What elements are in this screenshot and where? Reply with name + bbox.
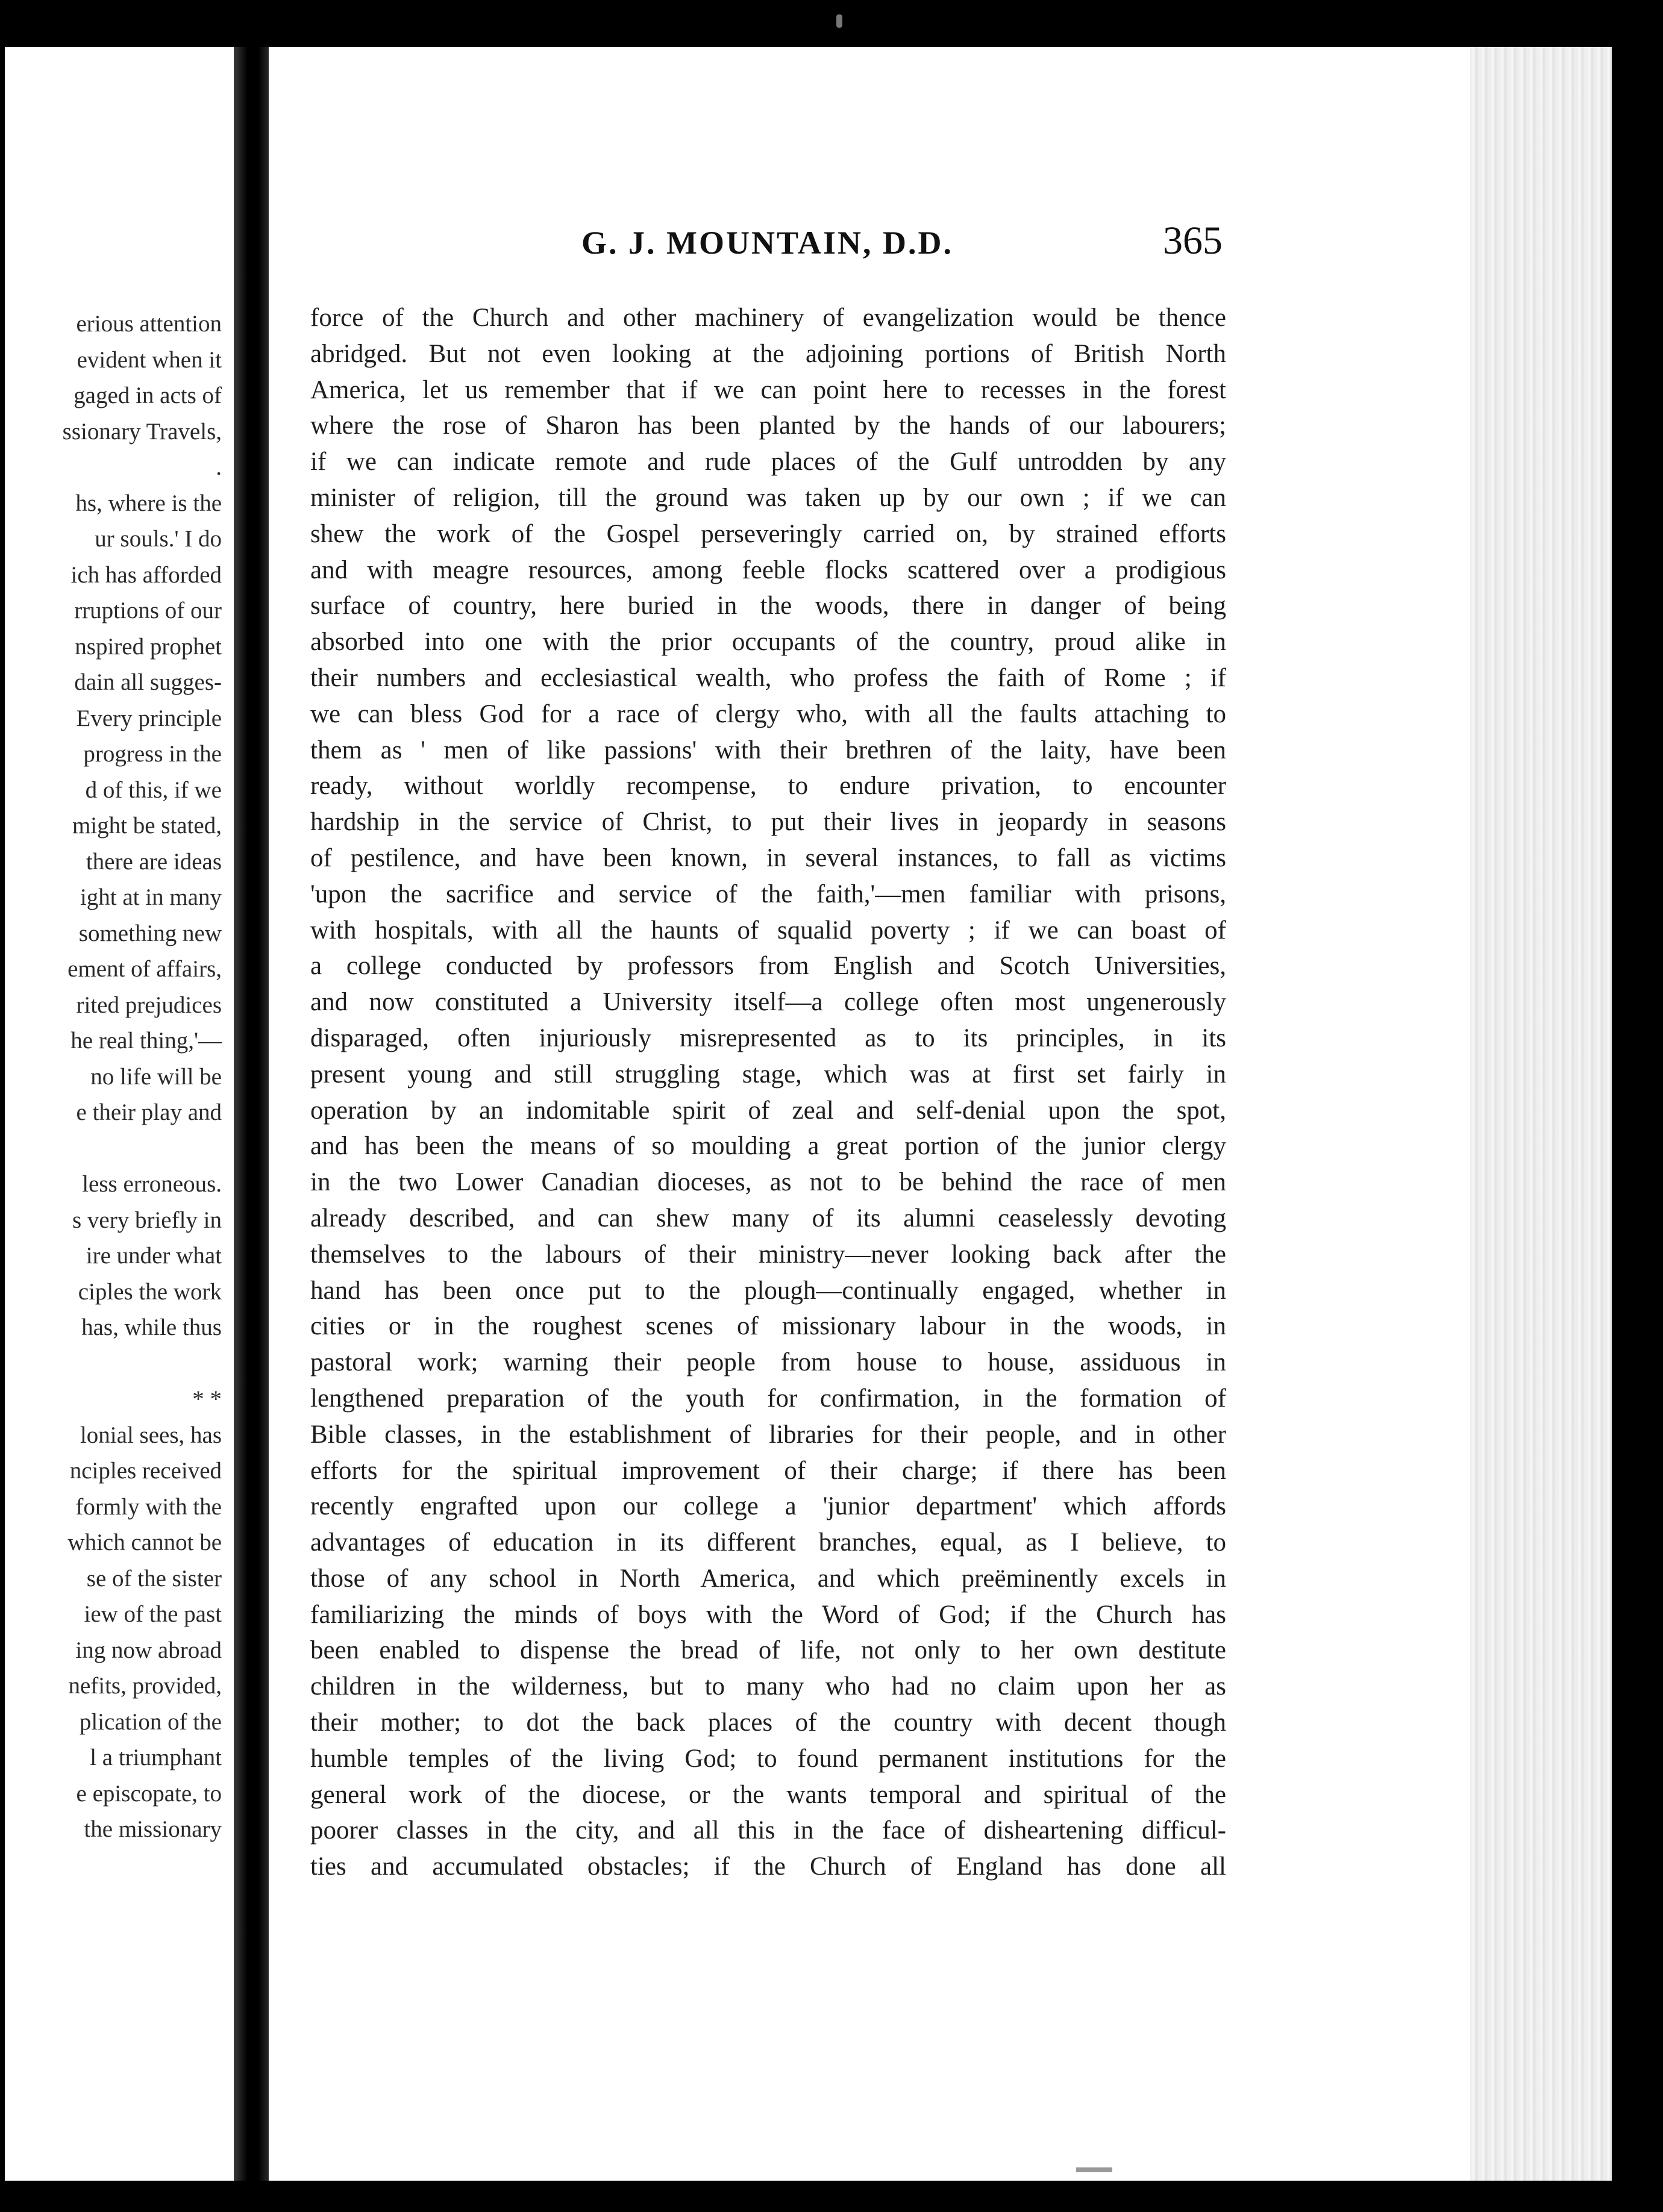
left-page-line: ire under what: [86, 1243, 222, 1269]
body-line: we can bless God for a race of clergy who, with all the faults attaching to: [310, 699, 1226, 728]
body-line: and now constituted a University itself—a college often most ungenerously: [310, 988, 1226, 1017]
left-page-line: ur souls.' I do: [95, 526, 222, 552]
left-page-line: gaged in acts of: [74, 383, 222, 408]
body-line: general work of the diocese, or the wants temporal and spiritual of the: [310, 1780, 1226, 1809]
left-page-line: l a triumphant: [90, 1745, 222, 1770]
body-line: lengthened preparation of the youth for confirmation, in the formation of: [310, 1384, 1226, 1413]
left-page-line: s very briefly in: [72, 1207, 222, 1233]
body-line: already described, and can shew many of its alumni ceaselessly devoting: [310, 1204, 1226, 1233]
left-page-line: ight at in many: [80, 884, 222, 910]
left-page-line: dain all sugges-: [74, 669, 222, 695]
left-page-line: there are ideas: [86, 848, 222, 875]
body-line: if we can indicate remote and rude places of the Gulf untrodden by any: [310, 448, 1226, 476]
body-line: ready, without worldly recompense, to endure privation, to encounter: [310, 772, 1226, 801]
body-line: themselves to the labours of their ministry—never looking back after the: [310, 1240, 1226, 1269]
body-line: their numbers and ecclesiastical wealth, who profess the faith of Rome ; if: [310, 663, 1226, 692]
body-line: pastoral work; warning their people from house to house, assiduous in: [310, 1348, 1226, 1377]
body-line: disparaged, often injuriously misrepresented as to its principles, in its: [310, 1023, 1226, 1052]
left-page-line: e episcopate, to: [76, 1780, 222, 1807]
left-page-line: something new: [78, 920, 222, 946]
body-line: America, let us remember that if we can point here to recesses in the forest: [310, 375, 1226, 404]
left-page-line: [5, 1346, 222, 1382]
left-page-line: ciples the work: [78, 1278, 222, 1305]
left-page-line: the missionary: [84, 1816, 222, 1842]
body-line: in the two Lower Canadian dioceses, as not to be behind the race of men: [310, 1168, 1226, 1197]
body-text: [310, 300, 1226, 1885]
body-line: absorbed into one with the prior occupants of the country, proud alike in: [310, 628, 1226, 657]
left-page-line: rited prejudices: [76, 992, 222, 1018]
body-line: those of any school in North America, and which preëminently excels in: [310, 1564, 1226, 1593]
body-line: present young and still struggling stage, which was at first set fairly in: [310, 1060, 1226, 1089]
body-line: abridged. But not even looking at the adjoining portions of British North: [310, 339, 1226, 368]
left-page-line: ing now abroad: [75, 1637, 222, 1663]
left-page-line: evident when it: [77, 346, 222, 373]
left-page-line: lonial sees, has: [80, 1422, 222, 1448]
scan-border-bottom: [0, 2181, 1663, 2212]
book-gutter: [234, 47, 269, 2181]
left-page: [5, 47, 234, 2181]
body-line: a college conducted by professors from English and Scotch Universities,: [310, 952, 1226, 981]
left-page-line: formly with the: [75, 1493, 222, 1520]
body-line: of pestilence, and have been known, in several instances, to fall as victims: [310, 843, 1226, 872]
left-page-line: e their play and: [76, 1099, 222, 1125]
left-page-line: nefits, provided,: [68, 1673, 222, 1699]
body-line: shew the work of the Gospel perseveringly carried on, by strained efforts: [310, 519, 1226, 548]
body-line: advantages of education in its different branches, equal, as I believe, to: [310, 1528, 1226, 1557]
body-line: hand has been once put to the plough—continually engaged, whether in: [310, 1276, 1226, 1305]
left-page-line: less erroneous.: [82, 1171, 222, 1197]
left-page-line: plication of the: [79, 1708, 222, 1735]
left-page-line: [5, 1131, 222, 1167]
left-page-line: has, while thus: [81, 1314, 222, 1340]
left-page-line: no life will be: [90, 1063, 222, 1090]
body-line: their mother; to dot the back places of the country with decent though: [310, 1708, 1226, 1737]
body-line: 'upon the sacrifice and service of the faith,'—men familiar with prisons,: [310, 879, 1226, 908]
body-line: ties and accumulated obstacles; if the Church of England has done all: [310, 1852, 1226, 1881]
left-page-line: erious attention: [76, 311, 222, 337]
left-page-line: ich has afforded: [70, 561, 222, 588]
left-page-text: [5, 306, 222, 1848]
left-page-line: iew of the past: [84, 1601, 222, 1627]
body-line: them as ' men of like passions' with their brethren of the laity, have been: [310, 736, 1226, 764]
left-page-line: which cannot be: [67, 1529, 222, 1555]
left-page-line: nciples received: [69, 1458, 222, 1484]
scan-speck-bottom: [1076, 2167, 1112, 2172]
body-line: Bible classes, in the establishment of libraries for their people, and in other: [310, 1420, 1226, 1449]
body-line: with hospitals, with all the haunts of squalid poverty ; if we can boast of: [310, 916, 1226, 945]
scan-border-right: [1612, 0, 1663, 2212]
body-line: cities or in the roughest scenes of missionary labour in the woods, in: [310, 1312, 1226, 1341]
scan-border-top: [0, 0, 1663, 47]
body-line: surface of country, here buried in the woods, there in danger of being: [310, 592, 1226, 620]
left-page-line: ssionary Travels,: [62, 418, 222, 445]
left-page-line: nspired prophet: [75, 633, 222, 660]
body-line: where the rose of Sharon has been planted by the hands of our labourers;: [310, 411, 1226, 440]
running-head: G. J. MOUNTAIN, D.D.: [581, 225, 953, 261]
left-page-line: hs, where is the: [75, 490, 222, 516]
body-line: been enabled to dispense the bread of life, not only to her own destitute: [310, 1636, 1226, 1665]
left-page-line: d of this, if we: [85, 776, 222, 803]
left-page-line: ement of affairs,: [67, 956, 222, 982]
page-edges: [1470, 47, 1612, 2181]
left-page-line: progress in the: [83, 741, 222, 767]
body-line: and has been the means of so moulding a great portion of the junior clergy: [310, 1132, 1226, 1161]
left-page-line: .: [216, 454, 222, 480]
left-page-line: rruptions of our: [74, 598, 222, 623]
scan-border-left: [0, 0, 5, 2212]
body-line: minister of religion, till the ground was taken up by our own ; if we can: [310, 483, 1226, 512]
body-line: humble temples of the living God; to found permanent institutions for the: [310, 1744, 1226, 1773]
left-page-line: he real thing,'—: [70, 1028, 222, 1054]
body-line: poorer classes in the city, and all this in the face of disheartening difficul-: [310, 1816, 1226, 1845]
body-line: familiarizing the minds of boys with the Word of God; if the Church has: [310, 1600, 1226, 1629]
body-line: hardship in the service of Christ, to put their lives in jeopardy in seasons: [310, 808, 1226, 837]
left-page-line: Every principle: [76, 705, 222, 731]
scan-speck: [836, 14, 842, 28]
body-line: operation by an indomitable spirit of zeal and self-denial upon the spot,: [310, 1096, 1226, 1125]
body-line: recently engrafted upon our college a 'junior department' which affords: [310, 1492, 1226, 1521]
left-page-line: * *: [192, 1386, 222, 1412]
left-page-line: se of the sister: [86, 1565, 222, 1592]
body-line: and with meagre resources, among feeble flocks scattered over a prodigious: [310, 555, 1226, 584]
body-line: efforts for the spiritual improvement of their charge; if there has been: [310, 1456, 1226, 1485]
body-line: force of the Church and other machinery of evangelization would be thence: [310, 304, 1226, 332]
body-line: children in the wilderness, but to many who had no claim upon her as: [310, 1672, 1226, 1701]
page-number: 365: [1163, 219, 1223, 263]
left-page-line: might be stated,: [72, 813, 222, 839]
